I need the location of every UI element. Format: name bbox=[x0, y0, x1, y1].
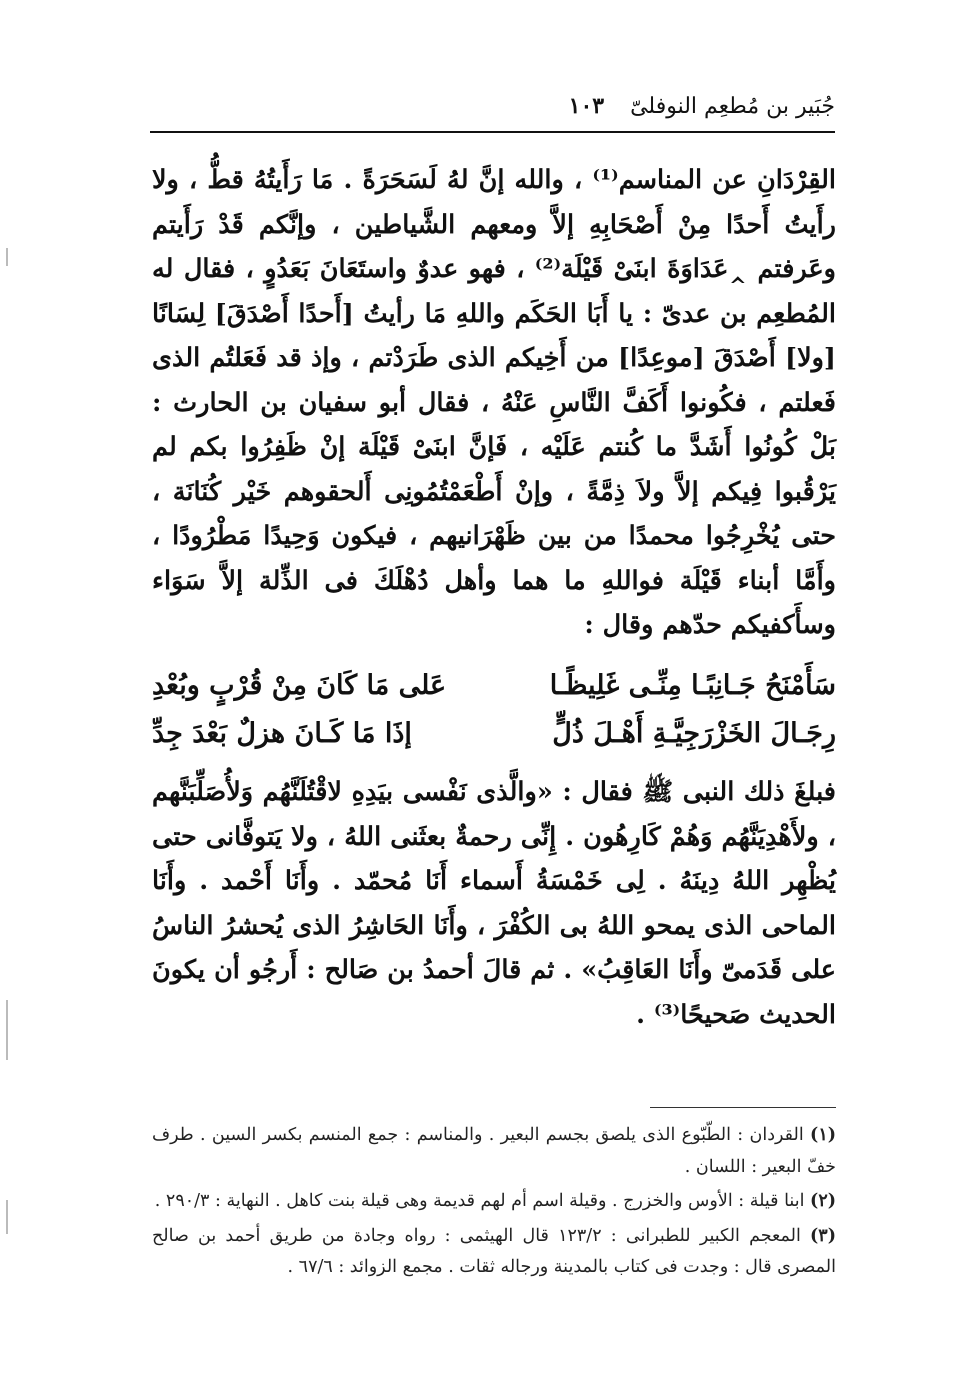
page-header bbox=[150, 82, 835, 130]
main-text bbox=[152, 158, 836, 648]
footnote-text: ابنا قيلة : الأوس والخزرج . وقيلة اسم أم لهم قديمة وهى قيلة بنت كاهل . النهاية : ٢٩٠/٣ . bbox=[154, 1191, 805, 1211]
footnote bbox=[152, 1120, 836, 1183]
scan-edge-mark bbox=[6, 248, 8, 266]
footnote-number: (٣) bbox=[810, 1225, 836, 1246]
paragraph: القِرْدَانِ عن المناسم⁽¹⁾ ، والله إنَّ لهُ لَسَحَرَةً . مَا رَأَيتُهُ قطُّ ، ولا رأَيتُ أَحدًا مِنْ أَصْحَابِهِ إلاَّ ومعهم الشَّياطين ، وإنَّكم قَدْ رَأَيتم وعَرفتم ‸عَدَاوَةَ ابنَىْ قَيْلَة⁽²⁾ ، فهو عدوٌ واستَعَانَ بَعَدُوٍ ، فقال له المُطعِم بن عدىّ : يا أَبَا الحَكَم واللهِ مَا رأيتُ [أَحدًا أَصْدَقَ] لِسَانًا [ولا] أَصْدَقَ [موعِدًا] من أَخِيكم الذى طَرَدْتم ، وإذ قد فَعَلتُم الذى فَعلتم ، فكُونوا أَكَفَّ النَّاسِ عَنْهُ ، فقال أبو سفيان بن الحارث : بَلْ كُونُوا أَشَدَّ ما كُنتم عَلَيْه ، فَإنَّ ابنَىْ قَيْلَة إنْ ظَفِرُوا بكم لم يَرْقُبوا فِيكم إلاَّ ولاَ ذِمَّةً ، وإنْ أَطْعَمْتُمُونِى أَلحقوهم خَيْر كُنَانَة ، حتى يُخْرِجُوا محمدًا من بين ظَهْرَانيهم ، فيكون وَحِيدًا مَطْرُودًا ، وأَمَّا أبناء قَيْلَة فواللهِ ما هما وأهل دُهْلَكَ فى الذِّلة إلاَّ سَوَاء وسأَكفيكم حدّهم وقال : bbox=[152, 165, 836, 640]
footnote-number: (١) bbox=[810, 1125, 836, 1145]
verse-line bbox=[152, 670, 836, 701]
verse-hemistich-right: سَأَمْنَحُ جَـانِبًـا مِنِّـى غَلِيظًـا bbox=[549, 670, 836, 701]
verse-hemistich-right: رِجَـالَ الخَزْرَجِيَّـةِ أَهْـلَ ذُلٍّ bbox=[552, 718, 836, 749]
page-number: ١٠٣ bbox=[568, 93, 605, 119]
paragraph: فبلغَ ذلك النبى ﷺ فقال : «والَّذى نَفْسى بيَدِهِ لاقْتُلَنَّهُم وَلأُصَلِّبَنَّهم ، ولأَهْدِيَنَّهُم وَهُمْ كَارِهُون . إِنِّى رحمةٌ بعثَنى اللهُ ، ولا يَتوفَّانى حتى يُظْهِر اللهُ دِينَهُ . لِى خَمْسَةُ أَسماء أَنَا مُحمّد . وأَنَا أَحْمد . وأَنَا الماحى الذى يمحو اللهُ بى الكُفْرَ ، وأَنَا الحَاشِرُ الذى يُحشرُ الناسُ على قَدَمىّ وأَنَا العَاقِبُ» . ثم قالَ أحمدُ بن صَالح : أَرجُو أن يكونَ الحديث صَحيحًا⁽³⁾ . bbox=[152, 777, 836, 1030]
main-text-continued bbox=[152, 770, 836, 1037]
footnote bbox=[152, 1221, 836, 1284]
verse-hemistich-left: إذَا مَا كَـانَ هزلٌ بَعْدَ جِدِّ bbox=[152, 718, 412, 749]
footnote bbox=[152, 1186, 836, 1218]
footnotes bbox=[152, 1120, 836, 1287]
scan-edge-mark bbox=[6, 1000, 8, 1060]
footnote-text: المعجم الكبير للطبرانى : ١٢٣/٢ قال الهيثمى : رواه وجادة من طريق أحمد بن صالح المصرى قال : وجدت فى كتاب بالمدينة ورجاله ثقات . مجمع الزوائد : ٦٧/٦ . bbox=[152, 1225, 836, 1277]
footnote-number: (٢) bbox=[810, 1191, 836, 1211]
verse-line bbox=[152, 718, 836, 749]
footnote-text: القردان : الطّبّوع الذى يلصق بجسم البعير . والمناسم : جمع المنسم بكسر السين . طرف خفّ البعير : اللسان . bbox=[152, 1125, 836, 1177]
header-rule bbox=[150, 131, 835, 133]
footnote-rule bbox=[650, 1107, 836, 1108]
verse-hemistich-left: عَلى مَا كَانَ مِنْ قُرْبٍ وبُعْدِ bbox=[152, 670, 447, 701]
running-title: جُبَير بن مُطعِم النوفلىّ bbox=[630, 93, 835, 119]
scan-edge-mark bbox=[6, 1200, 8, 1234]
